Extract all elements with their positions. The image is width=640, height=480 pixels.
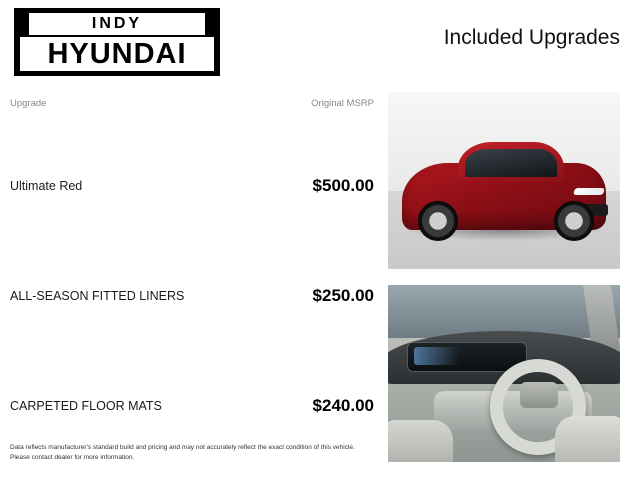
page-title: Included Upgrades [443, 26, 620, 49]
dealer-logo [14, 8, 220, 76]
car-windows [465, 149, 558, 177]
upgrade-name: CARPETED FLOOR MATS [10, 398, 162, 413]
interior-photo-background [388, 285, 620, 462]
disclaimer-line-2: Please contact dealer for more information. [10, 453, 135, 461]
exterior-photo-background [388, 92, 620, 269]
car-rear-wheel [418, 201, 458, 241]
car-front-wheel [554, 201, 594, 241]
steering-wheel-hub [520, 382, 558, 408]
column-header-upgrade: Upgrade [10, 98, 47, 109]
car-headlight [573, 188, 605, 195]
upgrade-price: $250.00 [312, 285, 374, 305]
dealer-logo-top-text: INDY [29, 13, 205, 35]
table-row [0, 378, 388, 433]
passenger-seat [555, 416, 620, 462]
vehicle-exterior-photo [388, 92, 620, 269]
upgrade-name: Ultimate Red [10, 178, 83, 193]
column-header-msrp: Original MSRP [311, 98, 374, 109]
upgrade-price: $500.00 [312, 175, 374, 195]
disclaimer-line-1: Data reflects manufacturer's standard build and pricing and may not accurately reflect the exact condition of this vehicle. [10, 444, 355, 452]
instrument-cluster [414, 347, 460, 365]
table-row [0, 158, 388, 213]
upgrade-price: $240.00 [312, 395, 374, 415]
table-row [0, 268, 388, 323]
dealer-logo-bottom-text: HYUNDAI [20, 37, 214, 71]
upgrades-table [0, 92, 388, 433]
table-header-row [0, 92, 388, 115]
driver-seat [388, 420, 453, 462]
disclaimer-text [10, 443, 370, 462]
vehicle-interior-photo [388, 285, 620, 462]
upgrade-name: ALL-SEASON FITTED LINERS [10, 288, 185, 303]
